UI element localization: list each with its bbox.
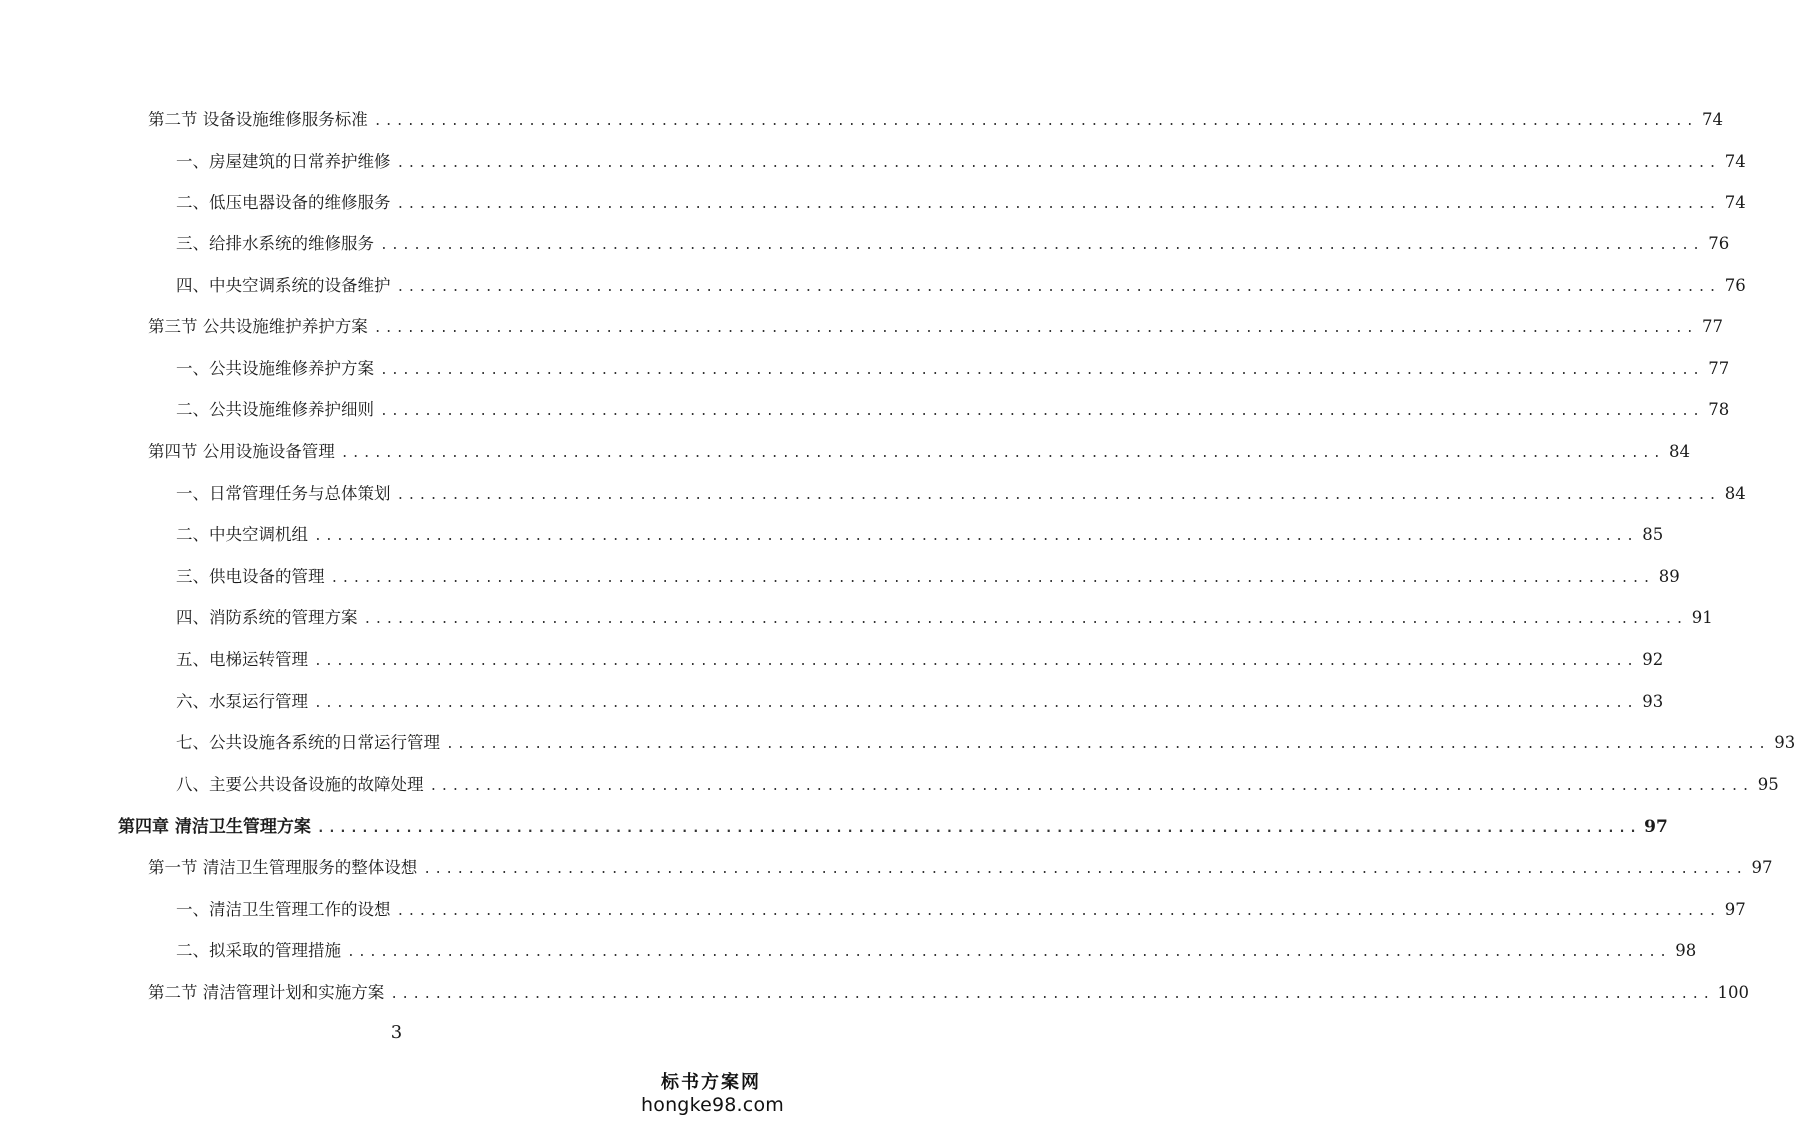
toc-leader-dots: ........................................................................................................................ [396,156,1720,171]
toc-entry-page: 98 [1675,941,1697,960]
toc-entry[interactable] [176,521,1664,545]
toc-entry-title: 二、拟采取的管理措施 [176,941,341,960]
toc-leader-dots: ........................................................................................................................ [380,363,1704,378]
toc-entry-page: 76 [1708,234,1730,253]
toc-entry-title: 第三节 公共设施维护养护方案 [148,317,368,336]
toc-entry-title: 第二节 清洁管理计划和实施方案 [148,983,385,1002]
toc-entry-page: 92 [1642,650,1664,669]
toc-leader-dots: ........................................................................................................................ [390,987,1714,1002]
toc-entry-title: 三、供电设备的管理 [176,567,325,586]
toc-entry-title: 一、清洁卫生管理工作的设想 [176,900,391,919]
toc-entry[interactable] [176,396,1730,420]
toc-entry-title: 二、低压电器设备的维修服务 [176,193,391,212]
toc-entry-title: 一、日常管理任务与总体策划 [176,484,391,503]
toc-leader-dots: ........................................................................................................................ [340,446,1664,461]
toc-entry[interactable] [176,688,1664,712]
toc-entry[interactable] [176,896,1746,920]
toc-entry-title: 第二节 设备设施维修服务标准 [148,110,368,129]
toc-entry[interactable] [176,230,1730,254]
page-number: 3 [390,1022,403,1043]
toc-leader-dots: ........................................................................................................................ [373,114,1697,129]
toc-chapter-entry[interactable] [118,812,1668,837]
toc-entry-page: 78 [1708,400,1730,419]
toc-leader-dots: ........................................................................................................................ [396,904,1720,919]
toc-entry-title: 四、消防系统的管理方案 [176,608,358,627]
toc-entry[interactable] [176,480,1746,504]
toc-entry-title: 七、公共设施各系统的日常运行管理 [176,733,440,752]
toc-entry-page: 74 [1701,110,1723,129]
toc-entry-title: 四、中央空调系统的设备维护 [176,276,391,295]
toc-entry[interactable] [148,854,1773,878]
toc-entry-page: 84 [1668,442,1690,461]
toc-entry-page: 74 [1724,152,1746,171]
toc-entry-title: 六、水泵运行管理 [176,692,308,711]
toc-leader-dots: ........................................................................................................................ [373,321,1697,336]
toc-entry-title: 一、房屋建筑的日常养护维修 [176,152,391,171]
toc-entry[interactable] [148,438,1690,462]
toc-entry-page: 93 [1642,692,1664,711]
toc-entry-title: 二、中央空调机组 [176,525,308,544]
toc-leader-dots: ........................................................................................................................ [347,945,1671,960]
watermark-url: hongke98.com [641,1094,784,1116]
toc-entry[interactable] [176,563,1680,587]
toc-entry-page: 91 [1691,608,1713,627]
toc-leader-dots: ........................................................................................................................ [396,197,1720,212]
toc-entry[interactable] [176,272,1746,296]
toc-entry-title: 八、主要公共设备设施的故障处理 [176,775,424,794]
toc-entry-title: 第四章 清洁卫生管理方案 [118,817,311,837]
toc-entry-title: 三、给排水系统的维修服务 [176,234,374,253]
toc-leader-dots: ........................................................................................................................ [396,280,1720,295]
toc-entry[interactable] [176,189,1746,213]
toc-leader-dots: ........................................................................................................................ [429,779,1753,794]
toc-entry[interactable] [176,729,1795,753]
toc-entry-title: 第一节 清洁卫生管理服务的整体设想 [148,858,418,877]
toc-entry-page: 77 [1708,359,1730,378]
toc-entry[interactable] [176,148,1746,172]
toc-entry-page: 93 [1774,733,1795,752]
toc-entry-page: 89 [1658,567,1680,586]
watermark-logo [641,1068,784,1116]
toc-entry[interactable] [176,937,1697,961]
toc-entry[interactable] [176,355,1730,379]
toc-entry-page: 97 [1724,900,1746,919]
toc-entry-title: 二、公共设施维修养护细则 [176,400,374,419]
watermark-site-name: 标书方案网 [661,1072,761,1093]
toc-entry-page: 85 [1642,525,1664,544]
toc-entry-page: 76 [1724,276,1746,295]
toc-leader-dots: ........................................................................................................................ [446,737,1770,752]
toc-leader-dots: ........................................................................................................................ [423,862,1747,877]
toc-entry-title: 一、公共设施维修养护方案 [176,359,374,378]
toc-entry[interactable] [148,979,1749,1003]
toc-leader-dots: ........................................................................................................................ [316,821,1641,836]
toc-entry-page: 84 [1724,484,1746,503]
toc-entry[interactable] [148,106,1723,130]
toc-leader-dots: ........................................................................................................................ [314,696,1638,711]
toc-leader-dots: ........................................................................................................................ [363,612,1687,627]
toc-leader-dots: ........................................................................................................................ [314,654,1638,669]
toc-entry-page: 77 [1701,317,1723,336]
toc-leader-dots: ........................................................................................................................ [380,404,1704,419]
toc-leader-dots: ........................................................................................................................ [396,488,1720,503]
toc-entry-page: 95 [1757,775,1779,794]
toc-entry[interactable] [176,604,1713,628]
toc-leader-dots: ........................................................................................................................ [330,571,1654,586]
toc-entry[interactable] [148,313,1723,337]
toc-entry-title: 五、电梯运转管理 [176,650,308,669]
toc-entry-title: 第四节 公用设施设备管理 [148,442,335,461]
toc-entry-page: 74 [1724,193,1746,212]
toc-leader-dots: ........................................................................................................................ [380,238,1704,253]
toc-entry[interactable] [176,646,1664,670]
toc-entry[interactable] [176,771,1779,795]
toc-entry-page: 100 [1717,983,1749,1002]
toc-leader-dots: ........................................................................................................................ [314,529,1638,544]
toc-entry-page: 97 [1644,817,1668,837]
toc-entry-page: 97 [1751,858,1773,877]
